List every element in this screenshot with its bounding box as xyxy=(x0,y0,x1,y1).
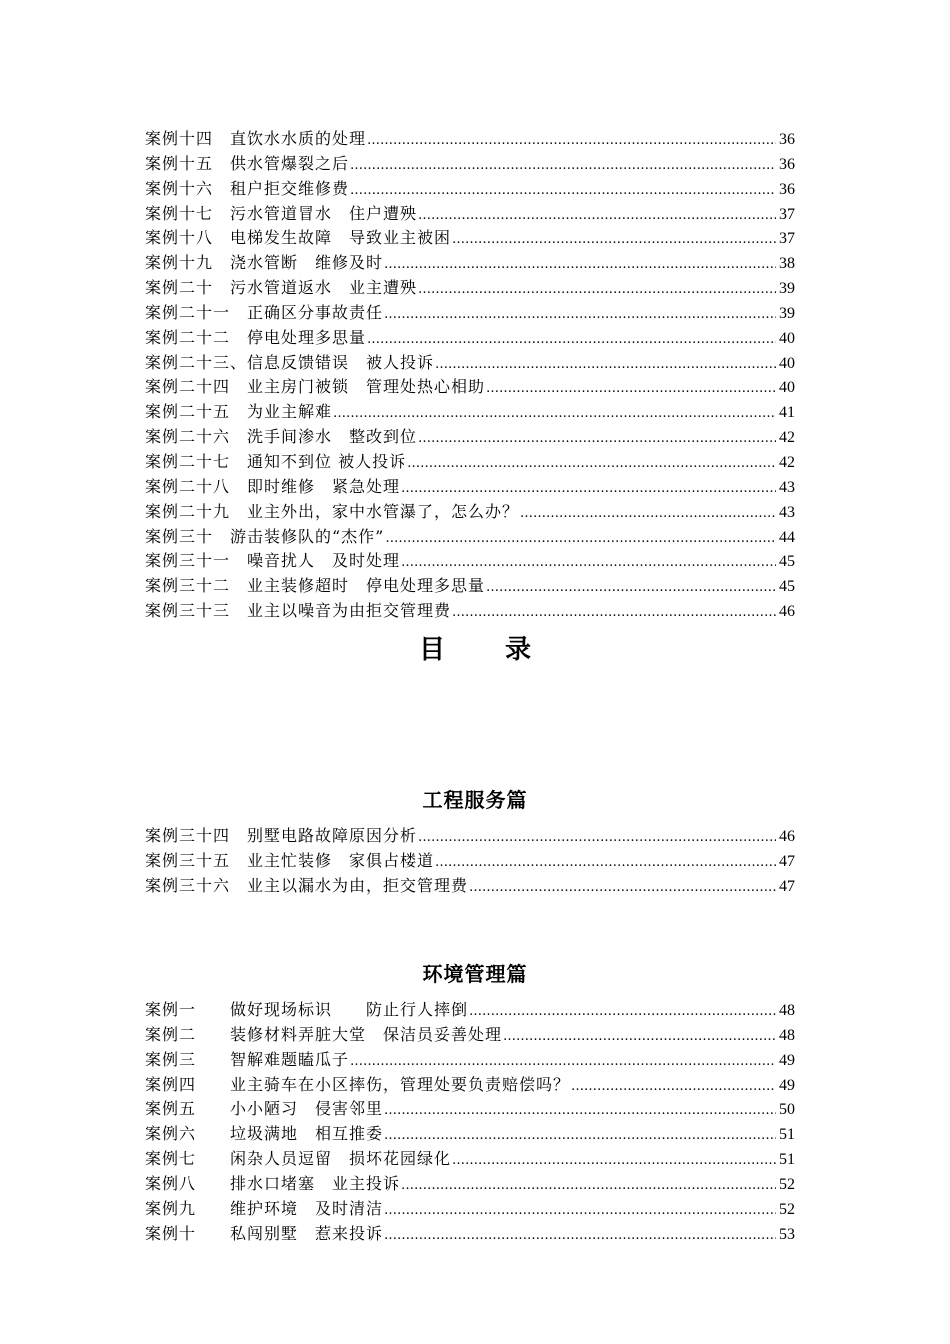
toc-entry-page-number: 48 xyxy=(779,1002,795,1019)
toc-entry-title: 案例二十五 为业主解难 xyxy=(145,402,333,422)
toc-entry[interactable] xyxy=(145,1048,795,1073)
toc-entry-page-number: 45 xyxy=(779,553,795,571)
toc-entry-page-number: 37 xyxy=(779,205,795,223)
toc-entry-title: 案例二十六 洗手间渗水 整改到位 xyxy=(145,427,418,447)
toc-entry-title: 案例十八 电梯发生故障 导致业主被困 xyxy=(145,228,452,248)
toc-entry-title: 案例十九 浇水管断 维修及时 xyxy=(145,253,384,273)
toc-entry[interactable] xyxy=(145,251,795,276)
dot-leader xyxy=(384,1099,776,1122)
toc-entry-page-number: 48 xyxy=(779,1026,795,1044)
toc-entry-title: 案例四 业主骑车在小区摔伤，管理处要负责赔偿吗？ xyxy=(145,1074,571,1094)
toc-entry-page-number: 46 xyxy=(779,603,795,621)
toc-entry-title: 案例十六 租户拒交维修费 xyxy=(145,178,350,198)
toc-entry-title: 案例八 排水口堵塞 业主投诉 xyxy=(145,1173,401,1193)
dot-leader xyxy=(452,228,776,251)
toc-entry-page-number: 52 xyxy=(779,1175,795,1193)
toc-entry[interactable] xyxy=(145,202,795,227)
toc-entry[interactable] xyxy=(145,549,795,574)
dot-leader xyxy=(407,452,776,475)
toc-entry[interactable] xyxy=(145,849,795,874)
dot-leader xyxy=(401,477,776,500)
toc-entry[interactable] xyxy=(145,1073,795,1098)
toc-entry-page-number: 49 xyxy=(779,1076,795,1094)
toc-entry-title: 案例二十八 即时维修 紧急处理 xyxy=(145,476,401,496)
toc-entry-title: 案例二十七 通知不到位 被人投诉 xyxy=(145,451,407,471)
toc-entry-title: 案例三十一 噪音扰人 及时处理 xyxy=(145,551,401,571)
toc-entry-page-number: 52 xyxy=(779,1200,795,1218)
toc-entry-title: 案例三十五 业主忙装修 家俱占楼道 xyxy=(145,850,435,870)
toc-entry-page-number: 50 xyxy=(779,1101,795,1119)
dot-leader xyxy=(367,129,776,152)
toc-entry[interactable] xyxy=(145,177,795,202)
toc-entry-page-number: 43 xyxy=(779,503,795,521)
dot-leader xyxy=(452,1149,776,1172)
toc-entry-title: 案例三十二 业主装修超时 停电处理多思量 xyxy=(145,576,486,596)
dot-leader xyxy=(503,1025,776,1048)
toc-entry[interactable] xyxy=(145,127,795,152)
dot-leader xyxy=(385,527,776,550)
dot-leader xyxy=(418,204,776,227)
toc-entry[interactable] xyxy=(145,525,795,550)
toc-entry-title: 案例十四 直饮水水质的处理 xyxy=(145,129,367,148)
dot-leader xyxy=(333,402,776,425)
toc-entry-title: 案例二十二 停电处理多思量 xyxy=(145,327,367,347)
dot-leader xyxy=(384,303,776,326)
toc-entry-page-number: 47 xyxy=(779,877,795,895)
dot-leader xyxy=(571,1075,776,1098)
dot-leader xyxy=(350,179,776,202)
dot-leader xyxy=(350,1050,776,1073)
toc-entry-page-number: 36 xyxy=(779,131,795,148)
toc-entry-page-number: 42 xyxy=(779,429,795,447)
toc-entry[interactable] xyxy=(145,1147,795,1172)
toc-entry-title: 案例二十九 业主外出，家中水管瀑了，怎么办？ xyxy=(145,501,520,521)
dot-leader xyxy=(384,253,776,276)
toc-entry-title: 案例十 私闯别墅 惹来投诉 xyxy=(145,1223,384,1243)
toc-entry-page-number: 44 xyxy=(779,528,795,546)
dot-leader xyxy=(486,377,776,400)
toc-entry[interactable] xyxy=(145,874,795,899)
toc-entry[interactable] xyxy=(145,400,795,425)
toc-entry[interactable] xyxy=(145,276,795,301)
toc-entry[interactable] xyxy=(145,1222,795,1247)
dot-leader xyxy=(367,328,776,351)
toc-entry-title: 案例二十四 业主房门被锁 管理处热心相助 xyxy=(145,377,486,397)
section-title-environment: 环境管理篇 xyxy=(422,962,528,986)
toc-entry-title: 案例十七 污水管道冒水 住户遭殃 xyxy=(145,203,418,223)
dot-leader xyxy=(469,1000,776,1023)
toc-entry-title: 案例十五 供水管爆裂之后 xyxy=(145,153,350,173)
toc-entry[interactable] xyxy=(145,475,795,500)
dot-leader xyxy=(486,576,776,599)
toc-entry-title: 案例五 小小陋习 侵害邻里 xyxy=(145,1099,384,1119)
toc-entry-title: 案例七 闲杂人员逗留 损坏花园绿化 xyxy=(145,1149,452,1169)
toc-entry-title: 案例三十三 业主以噪音为由拒交管理费 xyxy=(145,601,452,621)
toc-entry[interactable] xyxy=(145,326,795,351)
toc-list-engineering xyxy=(145,824,795,899)
toc-entry[interactable] xyxy=(145,1097,795,1122)
toc-entry-title: 案例一 做好现场标识 防止行人摔倒 xyxy=(145,1000,469,1019)
toc-entry-page-number: 41 xyxy=(779,404,795,422)
toc-entry[interactable] xyxy=(145,1023,795,1048)
toc-entry[interactable] xyxy=(145,599,795,624)
dot-leader xyxy=(350,154,776,177)
toc-list-continued xyxy=(145,127,795,624)
dot-leader xyxy=(384,1124,776,1147)
toc-entry-title: 案例三十六 业主以漏水为由，拒交管理费 xyxy=(145,875,469,895)
dot-leader xyxy=(452,601,776,624)
toc-entry-title: 案例三十四 别墅电路故障原因分析 xyxy=(145,826,418,845)
toc-entry-page-number: 37 xyxy=(779,230,795,248)
toc-entry[interactable] xyxy=(145,375,795,400)
toc-entry[interactable] xyxy=(145,450,795,475)
toc-entry-title: 案例九 维护环境 及时清洁 xyxy=(145,1198,384,1218)
toc-entry-title: 案例二十一 正确区分事故责任 xyxy=(145,302,384,322)
dot-leader xyxy=(469,876,776,899)
toc-entry-title: 案例二十 污水管道返水 业主遭殃 xyxy=(145,278,418,298)
toc-entry[interactable] xyxy=(145,1197,795,1222)
toc-entry-page-number: 49 xyxy=(779,1051,795,1069)
toc-entry[interactable] xyxy=(145,500,795,525)
dot-leader xyxy=(384,1199,776,1222)
toc-entry-page-number: 53 xyxy=(779,1225,795,1243)
section-title-engineering: 工程服务篇 xyxy=(422,788,528,812)
toc-entry-page-number: 47 xyxy=(779,852,795,870)
toc-entry-page-number: 43 xyxy=(779,478,795,496)
toc-entry-page-number: 40 xyxy=(779,354,795,372)
toc-entry-title: 案例二 装修材料弄脏大堂 保洁员妥善处理 xyxy=(145,1024,503,1044)
dot-leader xyxy=(435,851,776,874)
toc-entry-title: 案例六 垃圾满地 相互推委 xyxy=(145,1124,384,1144)
dot-leader xyxy=(520,502,776,525)
toc-entry-title: 案例二十三、信息反馈错误 被人投诉 xyxy=(145,352,435,372)
dot-leader xyxy=(401,551,776,574)
toc-entry-page-number: 51 xyxy=(779,1151,795,1169)
toc-entry[interactable] xyxy=(145,824,795,849)
toc-entry[interactable] xyxy=(145,998,795,1023)
toc-entry-page-number: 36 xyxy=(779,155,795,173)
toc-list-environment xyxy=(145,998,795,1246)
dot-leader xyxy=(384,1224,776,1247)
toc-entry-page-number: 40 xyxy=(779,329,795,347)
toc-entry-page-number: 46 xyxy=(779,828,795,845)
toc-entry-page-number: 39 xyxy=(779,280,795,298)
toc-entry[interactable] xyxy=(145,1172,795,1197)
toc-entry[interactable] xyxy=(145,1122,795,1147)
dot-leader xyxy=(418,427,776,450)
dot-leader xyxy=(418,278,776,301)
toc-entry-page-number: 42 xyxy=(779,453,795,471)
dot-leader xyxy=(435,353,776,376)
dot-leader xyxy=(401,1174,776,1197)
toc-entry-page-number: 45 xyxy=(779,578,795,596)
toc-entry[interactable] xyxy=(145,152,795,177)
toc-entry-page-number: 36 xyxy=(779,180,795,198)
toc-entry[interactable] xyxy=(145,301,795,326)
toc-entry-page-number: 51 xyxy=(779,1126,795,1144)
toc-entry[interactable] xyxy=(145,574,795,599)
toc-entry-title: 案例三十 游击装修队的“杰作” xyxy=(145,526,385,546)
toc-entry[interactable] xyxy=(145,226,795,251)
page-title: 目录 xyxy=(418,635,591,665)
toc-entry-page-number: 39 xyxy=(779,304,795,322)
toc-entry-page-number: 40 xyxy=(779,379,795,397)
toc-entry[interactable] xyxy=(145,425,795,450)
toc-entry-page-number: 38 xyxy=(779,255,795,273)
toc-entry[interactable] xyxy=(145,351,795,376)
toc-entry-title: 案例三 智解难题瞌瓜子 xyxy=(145,1049,350,1069)
dot-leader xyxy=(418,826,776,849)
